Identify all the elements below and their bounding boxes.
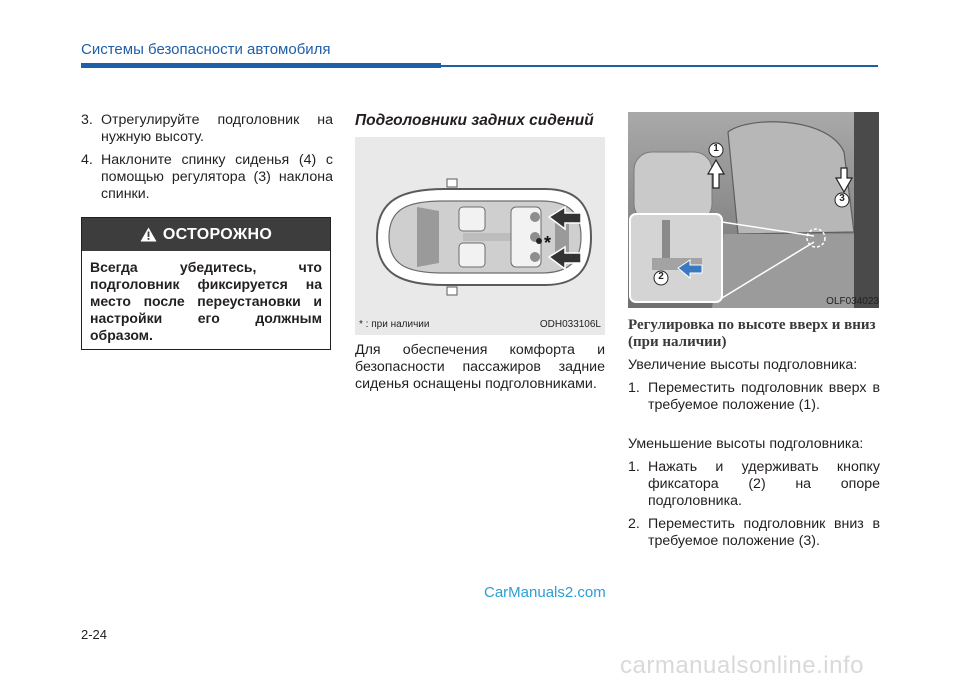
column-right xyxy=(628,317,880,556)
step-text: Отрегулируйте подголовник на нужную высоту. xyxy=(101,112,333,145)
section-title-rear-headrests: Подголовники задних сидений xyxy=(355,112,594,129)
step-item xyxy=(81,152,333,203)
figure-code: ODH033106L xyxy=(539,319,601,330)
figure-code: OLF034023 xyxy=(826,296,879,307)
marker-2: 2 xyxy=(658,271,664,282)
header-rule-thin xyxy=(441,65,878,67)
raise-intro: Увеличение высоты подголовника: xyxy=(628,357,858,373)
step-text: Переместить подголовник вниз в требуемое положение (3). xyxy=(648,516,880,549)
figure-note: * : при наличии xyxy=(359,319,430,330)
step-text: Наклоните спинку сиденья (4) с помощью регулятора (3) наклона спинки. xyxy=(101,152,333,202)
column-middle xyxy=(355,112,605,139)
warning-header xyxy=(82,218,330,251)
step-item xyxy=(628,380,880,414)
step-number: 3. xyxy=(81,112,93,128)
warning-title: ОСТОРОЖНО xyxy=(162,225,273,243)
step-number: 2. xyxy=(628,516,640,532)
step-number: 1. xyxy=(628,380,640,396)
height-adjustment-title: Регулировка по высоте вверх и вниз (при наличии) xyxy=(628,317,876,350)
step-text: Нажать и удерживать кнопку фиксатора (2) на опоре подголовника. xyxy=(648,459,880,509)
warning-triangle-icon xyxy=(140,227,157,242)
marker-1: 1 xyxy=(713,143,719,154)
step-item xyxy=(628,459,880,510)
warning-box xyxy=(81,217,331,350)
section-header-title: Системы безопасности автомобиля xyxy=(81,41,331,58)
watermark-text: carmanualsonline.info xyxy=(620,652,864,679)
step-text: Переместить подголовник вверх в требуемое положение (1). xyxy=(648,380,880,413)
lower-intro: Уменьшение высоты подголовника: xyxy=(628,436,864,452)
column-left xyxy=(81,112,333,209)
figure-headrest-adjustment xyxy=(628,112,879,308)
step-item xyxy=(81,112,333,146)
page-number: 2-24 xyxy=(81,627,108,642)
step-number: 1. xyxy=(628,459,640,475)
step-number: 4. xyxy=(81,152,93,168)
figure-car-caption xyxy=(355,319,605,330)
watermark-link[interactable]: CarManuals2.com xyxy=(484,584,606,601)
star-marker: * xyxy=(544,233,552,253)
marker-3: 3 xyxy=(839,193,845,204)
figure-car-top-view xyxy=(355,137,605,335)
rear-headrest-description: Для обеспечения комфорта и безопасности пассажиров задние сиденья оснащены подголовниками. xyxy=(355,342,605,392)
warning-text: Всегда убедитесь, что подголовник фиксируется на место после переустановки и настройки его должным образом. xyxy=(90,259,322,343)
step-item xyxy=(628,516,880,550)
header-rule-thick xyxy=(81,63,441,68)
